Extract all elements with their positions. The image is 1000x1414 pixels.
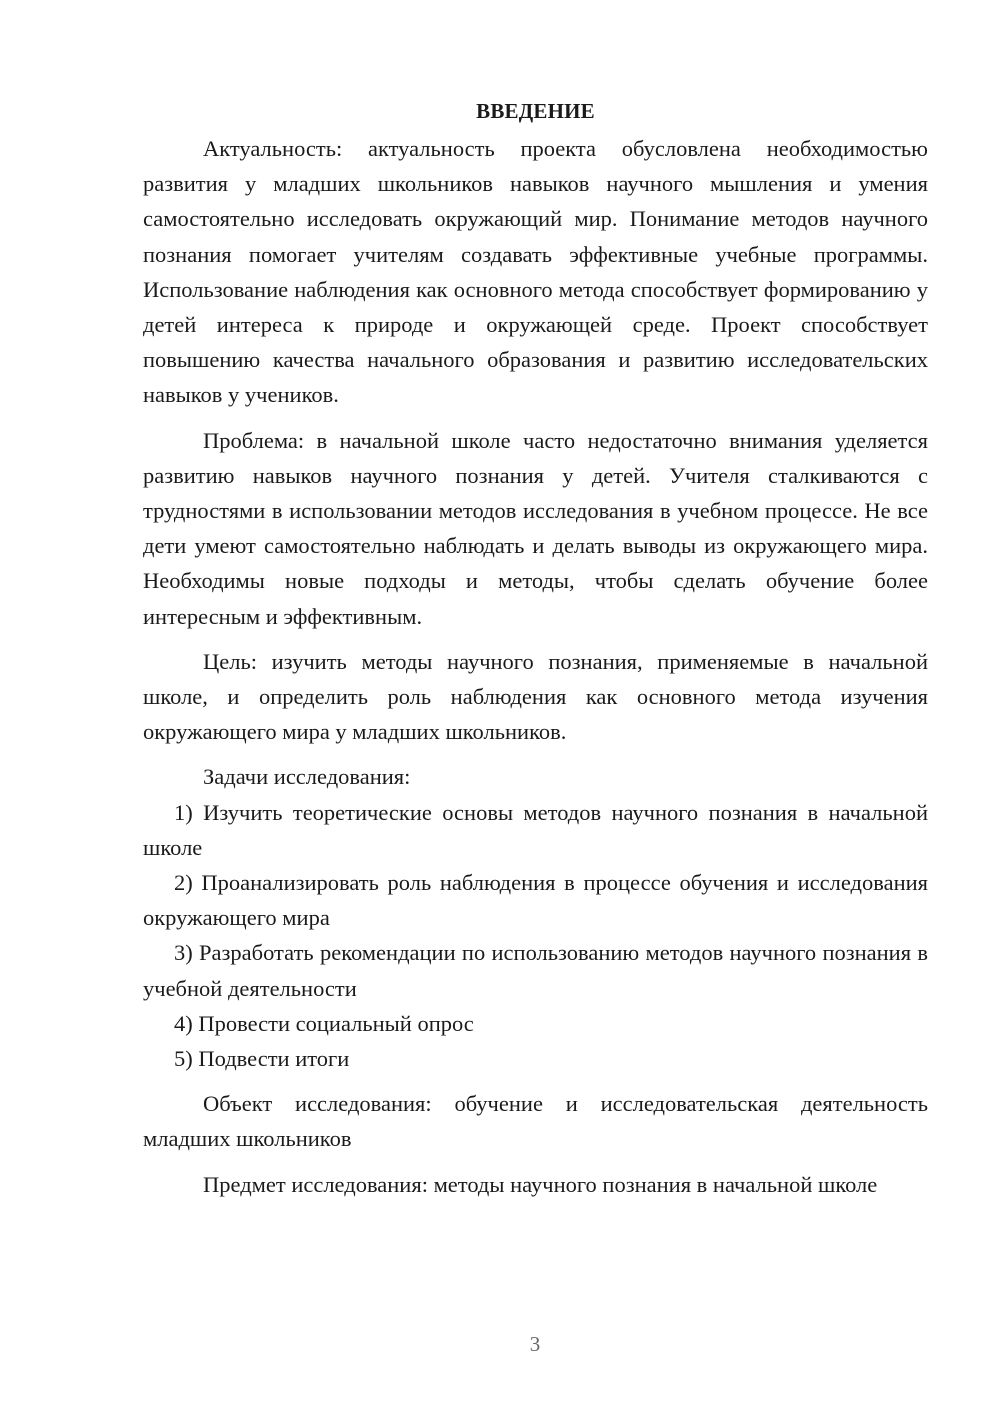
task-item-3: 3) Разработать рекомендации по использованию методов научного познания в учебной деятельности [143, 940, 928, 1001]
subject-paragraph: Предмет исследования: методы научного познания в начальной школе [203, 1171, 878, 1197]
problem-paragraph: Проблема: в начальной школе часто недостаточно внимания уделяется развитию навыков научного познания у детей. Учителя сталкиваются с трудностями в использовании методов исследования в учебном процессе. Не все дети умеют самостоятельно наблюдать и делать выводы из окружающего мира. Необходимы новые подходы и методы, чтобы сделать обучение более интересным и эффективным. [143, 427, 928, 629]
section-title: ВВЕДЕНИЕ [476, 99, 595, 123]
task-item-5: 5) Подвести итоги [174, 1046, 350, 1072]
relevance-paragraph: Актуальность: актуальность проекта обусловлена необходимостью развития у младших школьников навыков научного мышления и умения самостоятельно исследовать окружающий мир. Понимание методов научного познания помогает учителям создавать эффективные учебные программы. Использование наблюдения как основного метода способствует формированию у детей интереса к природе и окружающей среде. Проект способствует повышению качества начального образования и развитию исследовательских навыков у учеников. [143, 136, 928, 408]
task-item-4: 4) Провести социальный опрос [174, 1010, 474, 1036]
page-number: 3 [529, 1332, 541, 1356]
page-content [143, 94, 928, 1202]
tasks-list [143, 795, 928, 1077]
object-paragraph: Объект исследования: обучение и исследовательская деятельность младших школьников [143, 1091, 928, 1152]
task-item-2: 2) Проанализировать роль наблюдения в процессе обучения и исследования окружающего мира [143, 870, 928, 931]
goal-paragraph: Цель: изучить методы научного познания, применяемые в начальной школе, и определить роль наблюдения как основного метода изучения окружающего мира у младших школьников. [143, 648, 928, 745]
tasks-heading: Задачи исследования: [203, 764, 411, 790]
task-item-1: 1) Изучить теоретические основы методов научного познания в начальной школе [143, 799, 928, 860]
